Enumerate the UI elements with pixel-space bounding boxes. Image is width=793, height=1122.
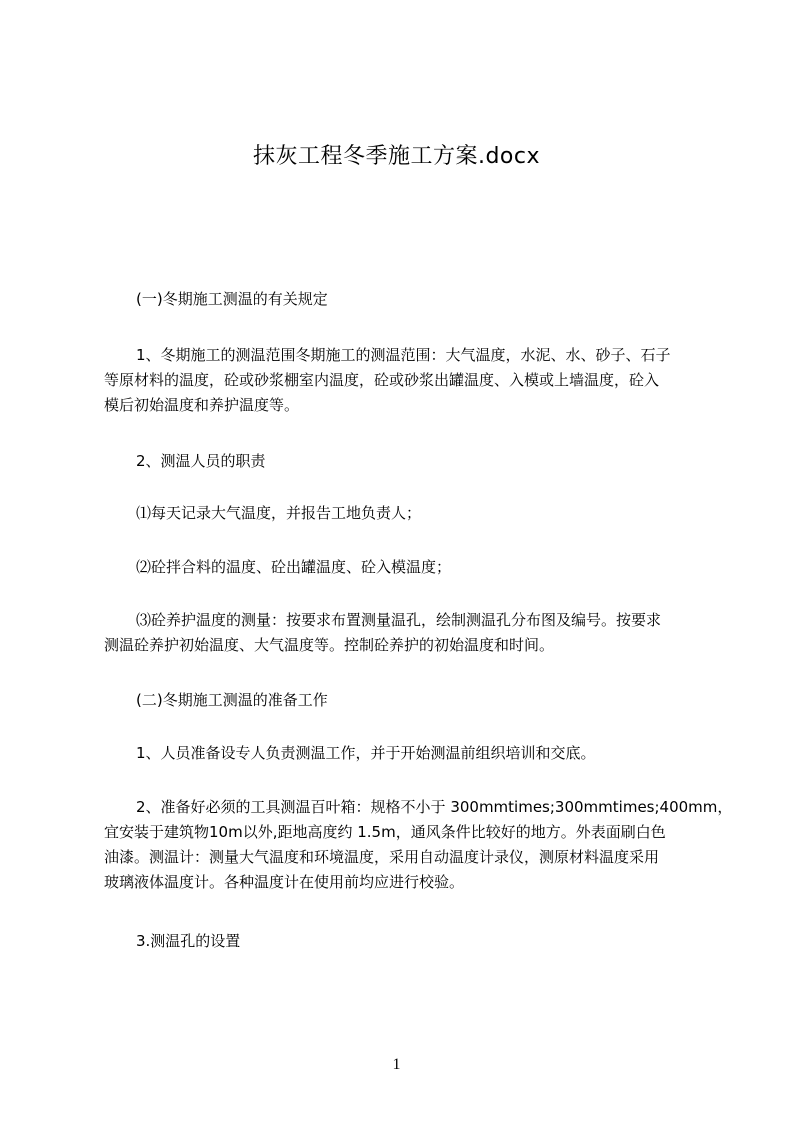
text-line: 油漆。测温计：测量大气温度和环境温度，采用自动温度计录仪，测原材料温度采用 <box>104 848 660 866</box>
section-heading-1 <box>104 287 700 312</box>
list-item-3 <box>104 608 700 658</box>
document-title: 抹灰工程冬季施工方案.docx <box>252 144 541 169</box>
text-line: 1、人员准备设专人负责测温工作，并于开始测温前组织培训和交底。 <box>136 744 596 762</box>
page-number: 1 <box>392 1056 401 1073</box>
text-line: 1、冬期施工的测温范围冬期施工的测温范围：大气温度，水泥、水、砂子、石子 <box>136 346 671 364</box>
text-line: 测温砼养护初始温度、大气温度等。控制砼养护的初始温度和时间。 <box>104 636 555 654</box>
text-line: 等原材料的温度，砼或砂浆棚室内温度，砼或砂浆出罐温度、入模或上墙温度，砼入 <box>104 371 660 389</box>
text-line: ⑶砼养护温度的测量：按要求布置测量温孔，绘制测温孔分布图及编号。按要求 <box>136 611 662 629</box>
subheading-staff-duties <box>104 449 700 474</box>
paragraph-tools-preparation <box>104 795 733 895</box>
text-line: 玻璃液体温度计。各种温度计在使用前均应进行校验。 <box>104 873 465 891</box>
paragraph-measurement-scope <box>104 343 700 418</box>
list-item-2 <box>104 555 700 580</box>
paragraph-staff-preparation <box>104 741 700 766</box>
text-line: (二)冬期施工测温的准备工作 <box>136 691 328 709</box>
text-line: (一)冬期施工测温的有关规定 <box>136 290 328 308</box>
text-line: 2、测温人员的职责 <box>136 452 266 470</box>
text-line: ⑴每天记录大气温度，并报告工地负责人； <box>136 504 422 522</box>
subheading-measurement-holes <box>104 929 700 954</box>
list-item-1 <box>104 501 700 526</box>
section-heading-2 <box>104 688 700 713</box>
text-line: 模后初始温度和养护温度等。 <box>104 396 300 414</box>
text-line: 宜安装于建筑物10m以外,距地高度约 1.5m，通风条件比较好的地方。外表面刷白色 <box>104 823 666 841</box>
text-line: 2、准备好必须的工具测温百叶箱：规格不小于 300mmtimes;300mmtimes;400mm， <box>136 798 733 816</box>
text-line: ⑵砼拌合料的温度、砼出罐温度、砼入模温度； <box>136 558 452 576</box>
text-line: 3.测温孔的设置 <box>136 932 241 950</box>
